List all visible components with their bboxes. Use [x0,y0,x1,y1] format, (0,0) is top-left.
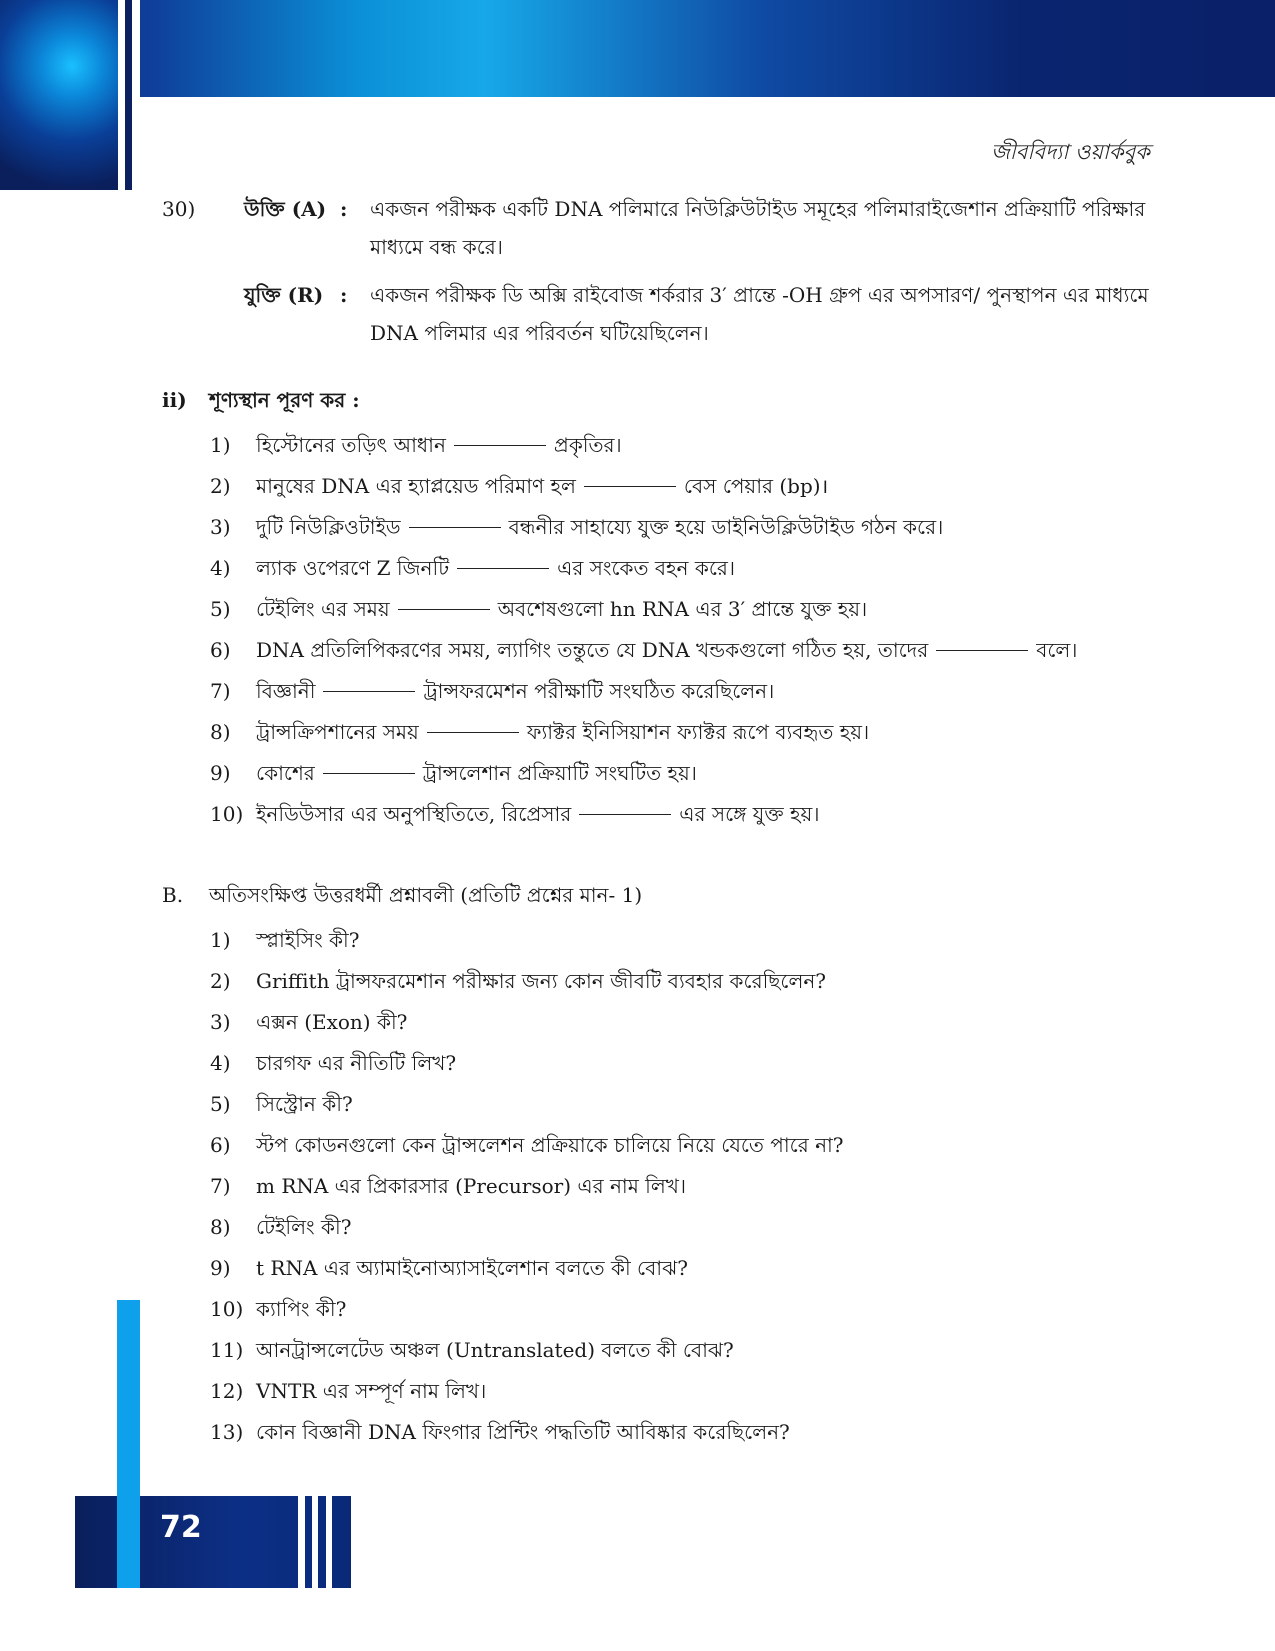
item-text-after: ফ্যাক্টর ইনিসিয়াশন ফ্যাক্টর রূপে ব্যবহৃত হয়। [526,720,870,744]
question-text: স্টপ কোডনগুলো কেন ট্রান্সলেশন প্রক্রিয়াকে চালিয়ে নিয়ে যেতে পারে না? [256,1133,844,1157]
list-item [210,589,1162,630]
list-item [210,920,1162,961]
short-question-list [210,920,1162,1453]
colon: : [340,197,348,221]
running-title: জীববিদ্যা ওয়ার্কবুক [990,140,1150,164]
blank-line [584,466,676,487]
list-item [210,1248,1162,1289]
item-text-before: হিস্টোনের তড়িৎ আধান [256,433,446,457]
item-number: 5) [210,597,231,621]
header-banner [0,0,1275,97]
item-number: 12) [210,1379,244,1403]
blank-line [579,794,671,815]
question-text: m RNA এর প্রিকারসার (Precursor) এর নাম লিখ। [256,1174,687,1198]
list-item [210,1084,1162,1125]
item-number: 10) [210,802,244,826]
item-text-after: ট্রান্সফরমেশন পরীক্ষাটি সংঘঠিত করেছিলেন। [423,679,775,703]
list-item [210,630,1162,671]
item-number: 8) [210,720,231,744]
section-heading [162,383,1162,417]
item-number: 6) [210,638,231,662]
list-item [210,794,1162,835]
list-item [210,671,1162,712]
item-text-before: দুটি নিউক্লিওটাইড [256,515,401,539]
item-text-after: অবশেষগুলো hn RNA এর 3′ প্রান্তে যুক্ত হয়। [497,597,868,621]
list-item [210,753,1162,794]
item-number: 11) [210,1338,244,1362]
header-stripe [125,0,132,190]
item-number: 1) [210,433,231,457]
list-item [210,1166,1162,1207]
question-number: 30) [162,197,196,221]
question-text: স্প্লাইসিং কী? [256,928,360,952]
blank-line [323,671,415,692]
item-number: 10) [210,1297,244,1321]
item-text-after: বলে। [1036,638,1078,662]
footer-stripe-gap [312,1496,318,1588]
item-text-after: বন্ধনীর সাহায্যে যুক্ত হয়ে ডাইনিউক্লিউটাইড গঠন করে। [508,515,944,539]
item-text-after: প্রকৃতির। [553,433,622,457]
list-item [210,1207,1162,1248]
item-text-after: এর সংকেত বহন করে। [557,556,736,580]
footer-stripe-gap [326,1496,332,1588]
section-marker: B. [162,883,184,907]
item-number: 3) [210,1010,231,1034]
footer-accent-bar [117,1300,140,1588]
list-item [210,1330,1162,1371]
blank-line [454,425,546,446]
question-text: সিস্ট্রোন কী? [256,1092,353,1116]
question-text: VNTR এর সম্পূর্ণ নাম লিখ। [256,1379,487,1403]
question-text: চারগফ এর নীতিটি লিখ? [256,1051,457,1075]
item-text-before: ল্যাক ওপেরণে Z জিনটি [256,556,450,580]
item-text-before: ইনডিউসার এর অনুপস্থিতিতে, রিপ্রেসার [256,802,572,826]
item-number: 2) [210,969,231,993]
question-text: ক্যাপিং কী? [256,1297,347,1321]
item-number: 9) [210,761,231,785]
list-item [210,466,1162,507]
short-answer-section [162,878,1162,1453]
blank-line [457,548,549,569]
question-text: কোন বিজ্ঞানী DNA ফিংগার প্রিন্টিং পদ্ধতিটি আবিষ্কার করেছিলেন? [256,1420,790,1444]
reason-row [162,276,1162,352]
question-text: আনট্রান্সলেটেড অঞ্চল (Untranslated) বলতে কী বোঝ? [256,1338,734,1362]
list-item [210,1043,1162,1084]
list-item [210,961,1162,1002]
list-item [210,1371,1162,1412]
blank-line [409,507,501,528]
item-number: 5) [210,1092,231,1116]
header-corner-block [0,0,118,190]
item-number: 3) [210,515,231,539]
assertion-label: উক্তি (A) [244,197,327,221]
item-text-before: মানুষের DNA এর হ্যাপ্লয়েড পরিমাণ হল [256,474,576,498]
section-heading [162,878,1162,912]
reason-label: যুক্তি (R) [244,283,324,307]
item-text-before: DNA প্রতিলিপিকরণের সময়, ল্যাগিং তন্তুতে যে DNA খন্ডকগুলো গঠিত হয়, তাদের [256,638,929,662]
item-number: 7) [210,1174,231,1198]
item-number: 13) [210,1420,244,1444]
question-text: t RNA এর অ্যামাইনোঅ্যাসাইলেশান বলতে কী বোঝ? [256,1256,688,1280]
list-item [210,1289,1162,1330]
header-stripe-gap [118,0,125,190]
item-text-before: বিজ্ঞানী [256,679,316,703]
fill-in-blanks-section [162,383,1162,835]
item-number: 4) [210,1051,231,1075]
item-text-before: টেইলিং এর সময় [256,597,390,621]
item-text-after: বেস পেয়ার (bp)। [683,474,829,498]
blank-line [427,712,519,733]
item-number: 6) [210,1133,231,1157]
list-item [210,425,1162,466]
blank-line [398,589,490,610]
question-text: টেইলিং কী? [256,1215,352,1239]
section-title: শূণ্যস্থান পূরণ কর : [209,388,360,412]
assertion-text: একজন পরীক্ষক একটি DNA পলিমারে নিউক্লিউটাইড সমূহের পলিমারাইজেশান প্রক্রিয়াটি পরিক্ষার মাধ্যমে বন্ধ করে। [370,197,1146,259]
item-text-after: ট্রান্সলেশান প্রক্রিয়াটি সংঘটিত হয়। [422,761,697,785]
blank-line [323,753,415,774]
list-item [210,712,1162,753]
item-number: 1) [210,928,231,952]
item-number: 9) [210,1256,231,1280]
list-item [210,1002,1162,1043]
item-text-after: এর সঙ্গে যুক্ত হয়। [679,802,820,826]
item-text-before: ট্রান্সক্রিপশানের সময় [256,720,419,744]
section-title: অতিসংক্ষিপ্ত উত্তরধর্মী প্রশ্নাবলী (প্রতিটি প্রশ্নের মান- 1) [209,883,643,907]
colon: : [340,283,348,307]
question-text: এক্সন (Exon) কী? [256,1010,408,1034]
item-number: 7) [210,679,231,703]
item-number: 8) [210,1215,231,1239]
assertion-reason-question [162,190,1162,352]
question-text: Griffith ট্রান্সফরমেশান পরীক্ষার জন্য কোন জীবটি ব্যবহার করেছিলেন? [256,969,827,993]
section-marker: ii) [162,388,187,412]
list-item [210,507,1162,548]
reason-text: একজন পরীক্ষক ডি অক্সি রাইবোজ শর্করার 3′ প্রান্তে -OH গ্রুপ এর অপসারণ/ পুনস্থাপন এর মাধ্যমে DNA পলিমার এর পরিবর্তন ঘটিয়েছিলেন। [370,283,1149,345]
footer-stripe-gap [298,1496,305,1588]
header-stripe-gap [132,0,140,190]
blank-line [936,630,1028,651]
item-number: 4) [210,556,231,580]
item-text-before: কোশের [256,761,315,785]
fill-blank-list [210,425,1162,835]
assertion-row [162,190,1162,266]
list-item [210,1125,1162,1166]
page-number: 72 [160,1510,202,1545]
list-item [210,1412,1162,1453]
item-number: 2) [210,474,231,498]
list-item [210,548,1162,589]
